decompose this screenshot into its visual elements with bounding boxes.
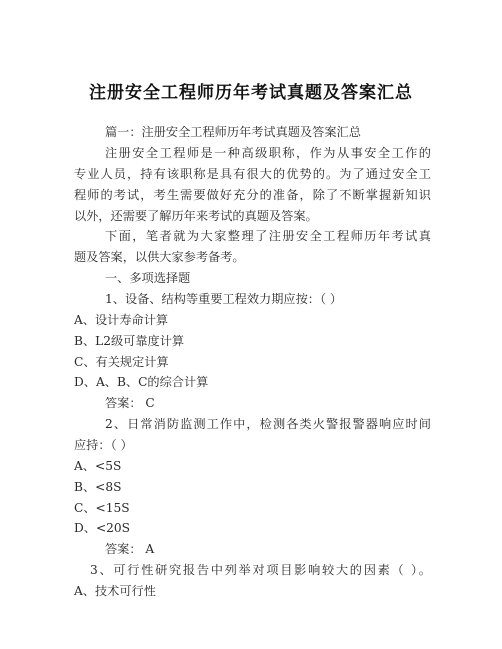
- text-line: 专业人员，持有该职称是具有很大的优势的。为了通过安全工: [74, 167, 431, 181]
- text-line: 答案： A: [105, 542, 155, 556]
- text-line: A、设计寿命计算: [74, 313, 169, 327]
- text-line: D、A、B、C的综合计算: [74, 375, 209, 389]
- text-line: 以外，还需要了解历年来考试的真题及答案。: [74, 209, 318, 223]
- text-line: 题及答案，以供大家参考备考。: [74, 250, 245, 264]
- text-line: A、技术可行性: [74, 584, 156, 598]
- text-line: 篇一：注册安全工程师历年考试真题及答案汇总: [105, 125, 361, 139]
- text-line: 一、多项选择题: [105, 271, 191, 285]
- text-line: B、L2级可靠度计算: [74, 334, 185, 348]
- text-line: 程师的考试，考生需要做好充分的准备，除了不断掌握新知识: [74, 188, 431, 202]
- text-line: C、有关规定计算: [74, 355, 169, 369]
- text-line: 下面，笔者就为大家整理了注册安全工程师历年考试真: [105, 229, 431, 243]
- text-line: 应持：（ ）: [74, 438, 133, 452]
- text-line: D、<20S: [74, 521, 131, 535]
- text-line: A、<5S: [74, 459, 122, 473]
- text-line: 答案： C: [105, 396, 155, 410]
- text-line: 注册安全工程师是一种高级职称，作为从事安全工作的: [105, 146, 431, 160]
- text-line: 2、日常消防监测工作中，检测各类火警报警器响应时间: [105, 417, 431, 431]
- text-line: B、<8S: [74, 480, 122, 494]
- text-line: 3、可行性研究报告中列举对项目影响较大的因素（ ）。: [90, 563, 431, 577]
- text-line: C、<15S: [74, 501, 130, 515]
- text-line: 1、设备、结构等重要工程效力期应按：（ ）: [105, 292, 343, 306]
- document-title: 注册安全工程师历年考试真题及答案汇总: [89, 83, 413, 103]
